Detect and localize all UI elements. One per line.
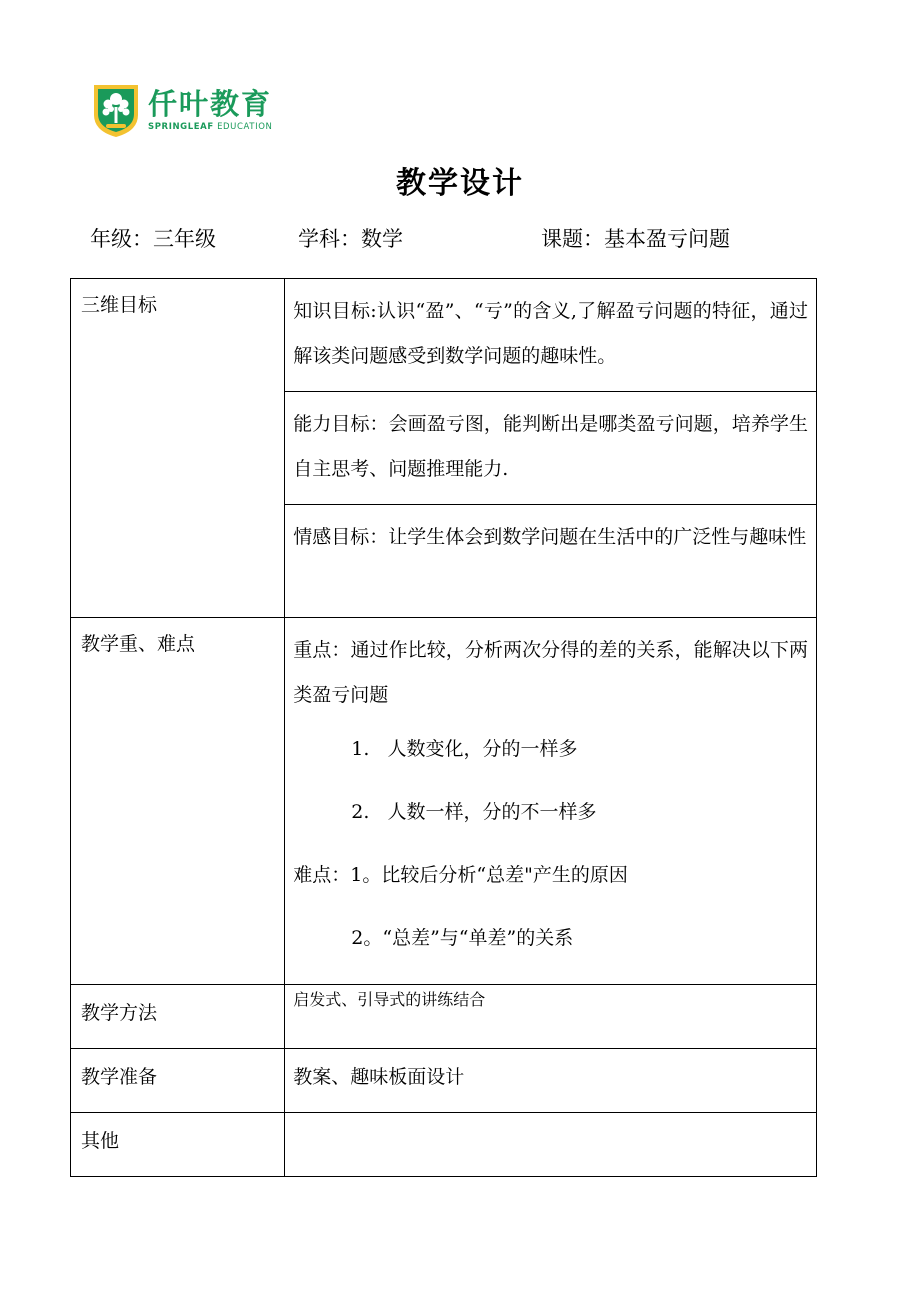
goals-label: 三维目标 [81, 294, 158, 316]
other-content-cell [285, 1113, 817, 1177]
key-points-label-cell [71, 618, 285, 985]
method-content: 启发式、引导式的讲练结合 [293, 990, 486, 1009]
focus-item-2: 2. 人数一样，分的不一样多 [351, 801, 597, 823]
ability-goal-text: 能力目标：会画盈亏图，能判断出是哪类盈亏问题，培养学生自主思考、问题推理能力. [293, 413, 808, 480]
preparation-content-cell [285, 1049, 817, 1113]
method-label-cell [71, 985, 285, 1049]
emotion-goal-cell [285, 505, 817, 618]
meta-grade: 年级：三年级 [90, 227, 216, 251]
logo-english-bold: SPRINGLEAF [148, 121, 214, 132]
table-row-goals-knowledge [71, 279, 817, 392]
document-title: 教学设计 [396, 166, 524, 201]
brand-logo [92, 79, 272, 141]
key-points-content-cell [285, 618, 817, 985]
logo-english-rest: EDUCATION [213, 121, 273, 132]
preparation-content: 教案、趣味板面设计 [293, 1066, 465, 1088]
difficulty-text-2: 2。“总差”与“单差”的关系 [351, 927, 574, 949]
method-content-cell [285, 985, 817, 1049]
other-label-cell [71, 1113, 285, 1177]
other-content [285, 1113, 816, 1125]
logo-english-name [148, 122, 272, 133]
goals-label-cell [71, 279, 285, 618]
logo-chinese-name: 仟叶教育 [148, 86, 273, 121]
table-row-preparation [71, 1049, 817, 1113]
table-row-key-points [71, 618, 817, 985]
other-label: 其他 [81, 1130, 120, 1152]
table-row-method [71, 985, 817, 1049]
preparation-label-cell [71, 1049, 285, 1113]
knowledge-goal-text: 知识目标:认识“盈”、“亏”的含义,了解盈亏问题的特征，通过解该类问题感受到数学问题的趣味性。 [293, 300, 808, 367]
method-label: 教学方法 [81, 1002, 158, 1024]
lesson-design-table [70, 278, 817, 1177]
meta-subject: 学科：数学 [298, 227, 403, 251]
focus-text: 重点：通过作比较，分析两次分得的差的关系，能解决以下两类盈亏问题 [293, 639, 808, 706]
tree-shield-icon [92, 81, 140, 139]
ability-goal-cell [285, 392, 817, 505]
table-row-other [71, 1113, 817, 1177]
key-points-content [285, 618, 816, 970]
knowledge-goal-cell [285, 279, 817, 392]
emotion-goal-text: 情感目标：让学生体会到数学问题在生活中的广泛性与趣味性 [293, 526, 807, 548]
preparation-label: 教学准备 [81, 1066, 158, 1088]
difficulty-text-1: 难点：1。比较后分析“总差"产生的原因 [293, 864, 628, 886]
focus-item-1: 1. 人数变化，分的一样多 [351, 738, 578, 760]
key-points-label: 教学重、难点 [81, 633, 196, 655]
meta-topic: 课题：基本盈亏问题 [541, 227, 730, 251]
